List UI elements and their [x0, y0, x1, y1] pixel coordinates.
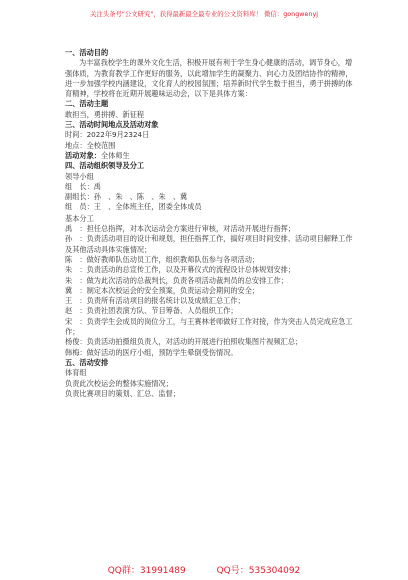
- section-4-title: 四、活动组织领导及分工: [65, 161, 145, 171]
- activity-target-value: 全体师生: [100, 150, 130, 160]
- division-item: 朱 ：负责活动的总宣传工作，以及开幕仪式的流程设计总体规划安排；: [65, 265, 296, 275]
- footer-contact: [0, 563, 408, 576]
- qq-group-text: QQ群：31991489: [107, 566, 186, 576]
- section-5-title: 五、活动安排: [65, 357, 109, 367]
- leader-members: 组 员：王 、全体班主任，团委全体成员: [65, 202, 202, 212]
- division-item: 宋 ：负责学生会成员的岗位分工，与王赛林老师做好工作对接，作为突击人员完成应急工作；: [65, 316, 353, 337]
- activity-target-label: 活动对象：: [65, 150, 101, 160]
- division-item: 王 ：负责所有活动项目的报名统计以及成绩汇总工作；: [65, 296, 245, 306]
- section-3-title: 三、活动时间地点及活动对象: [65, 120, 159, 130]
- division-item: 禹 ：担任总指挥，对本次运动会方案进行审核，对活动开展进行指挥；: [65, 224, 296, 234]
- leader-deputy: 副组长：孙 、朱 、陈 、朱 、冀: [65, 192, 188, 202]
- sports-duty: 负责此次校运会的整体实施情况；: [65, 378, 173, 388]
- section-2-title: 二、活动主题: [65, 99, 109, 109]
- activity-target: [65, 151, 354, 161]
- division-heading: 基本分工: [65, 213, 94, 223]
- sports-group-heading: 体育组: [65, 368, 87, 378]
- activity-place: 地点：全校范围: [65, 140, 116, 150]
- division-item: 赵 ：负责社团表演方队、节目筹备、人员组织工作；: [65, 306, 238, 316]
- document-body: [65, 48, 354, 399]
- leader-group-heading: 领导小组: [65, 171, 94, 181]
- section-1-title: 一、活动目的: [65, 48, 109, 57]
- division-item: 陈 ：做好教师队伍动员工作，组织教师队伍参与各项活动；: [65, 254, 260, 264]
- division-item: 冀 ：制定本次校运会的安全预案，负责运动会期间的安全；: [65, 285, 260, 295]
- sports-duty: 负责比赛项目的策划、汇总、监督；: [65, 388, 181, 398]
- header-banner: 关注头条号"公文研究"，获得最新最全最专业的公文资料库！ 微信：gongwenyj: [89, 10, 319, 18]
- activity-time: 时间：2022年9月2324日: [65, 130, 150, 140]
- qq-number-text: QQ号：535304092: [216, 566, 301, 576]
- section-1-body: 为丰富我校学生的课外文化生活，积极开展有利于学生身心健康的活动，调节身心，增强体质，为教育教学工作更好的服务，以此增加学生的凝聚力、向心力及团结协作的精神，进一步加强学校内涵建设，文化育人的校园氛围；培养新时代学生数于担当，勇于拼搏的体育精神，学校将在近期开展趣味运动会，以下是具体方案：: [65, 58, 353, 99]
- division-item: 杨俊：负责活动拍摄组负责人，对活动的开展进行拍照收集图片视频汇总；: [65, 337, 303, 347]
- division-item: 韩梅：做好活动的医疗小组，预防学生晕倒受伤情况。: [65, 347, 238, 357]
- section-2-body: 敢担当，勇拼搏、新征程: [65, 109, 145, 119]
- division-item: 孙 ：负责活动项目的设计和规划，担任指挥工作，搞好项目时间安排、活动项目解释工作及其他活动具体实施情况；: [65, 234, 353, 254]
- division-item: 朱 ：做为此次活动的总裁判长，负责各项活动裁判员的总安排工作；: [65, 275, 288, 285]
- leader-head: 组 长：禹: [65, 181, 101, 191]
